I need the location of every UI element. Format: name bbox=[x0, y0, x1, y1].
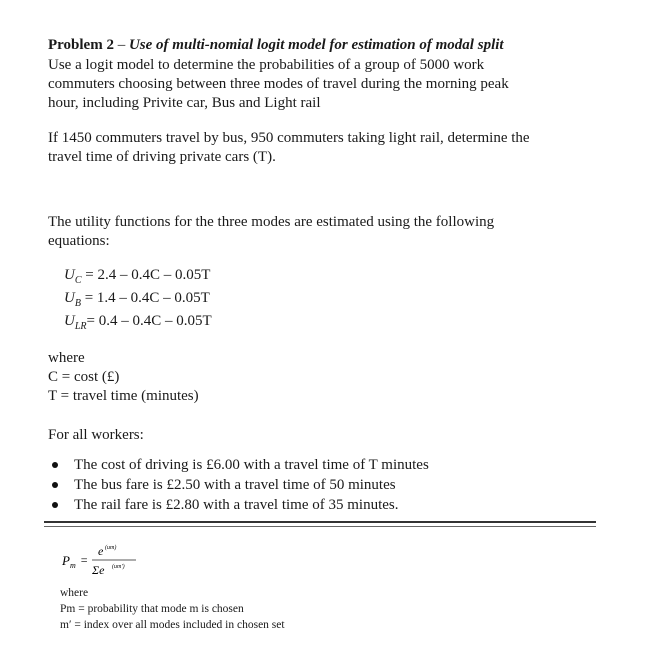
logit-formula bbox=[60, 540, 180, 580]
eq-rhs: = 1.4 – 0.4C – 0.05T bbox=[80, 290, 210, 306]
list-item: The rail fare is £2.80 with a travel time of 35 minutes. bbox=[48, 495, 608, 515]
intro-line: hour, including Privite car, Bus and Light rail bbox=[48, 95, 321, 111]
definitions bbox=[48, 349, 608, 406]
legend-line: m′ = index over all modes included in chosen set bbox=[60, 619, 285, 631]
intro-line: commuters choosing between three modes of travel during the morning peak bbox=[48, 76, 509, 92]
eq-subscript: LR bbox=[74, 321, 87, 332]
divider-thick bbox=[44, 521, 596, 523]
workers-label: For all workers: bbox=[48, 427, 144, 443]
formula-numerator-sup: (um) bbox=[105, 545, 117, 551]
eq-subscript: C bbox=[74, 275, 82, 286]
utility-intro-line: The utility functions for the three modes are estimated using the following bbox=[48, 214, 495, 230]
equation-bus bbox=[64, 289, 210, 313]
intro-line: Use a logit model to determine the probabilities of a group of 5000 work bbox=[48, 57, 485, 73]
problem-title bbox=[48, 36, 608, 55]
problem-subtitle: Use of multi-nomial logit model for estimation of modal split bbox=[128, 37, 504, 53]
list-item: The cost of driving is £6.00 with a travel time of T minutes bbox=[48, 455, 608, 475]
equation-light-rail bbox=[64, 312, 212, 336]
eq-symbol: U bbox=[64, 290, 75, 306]
question-paragraph bbox=[48, 129, 608, 167]
eq-rhs: = 0.4 – 0.4C – 0.05T bbox=[86, 313, 212, 329]
equation-car bbox=[64, 266, 210, 290]
eq-symbol: U bbox=[64, 313, 75, 329]
utility-intro-line: equations: bbox=[48, 233, 110, 249]
svg-text:=: = bbox=[80, 553, 89, 567]
workers-bullet-list bbox=[48, 455, 608, 515]
divider-thin bbox=[44, 526, 596, 527]
list-item: The bus fare is £2.50 with a travel time of 50 minutes bbox=[48, 475, 608, 495]
formula-lhs: P bbox=[62, 553, 70, 568]
question-line: If 1450 commuters travel by bus, 950 commuters taking light rail, determine the bbox=[48, 130, 530, 146]
formula-numerator: e bbox=[98, 544, 104, 558]
eq-rhs: = 2.4 – 0.4C – 0.05T bbox=[81, 267, 211, 283]
eq-subscript: B bbox=[74, 298, 81, 309]
formula-lhs-sub: m bbox=[70, 561, 76, 570]
intro-paragraph bbox=[48, 56, 608, 113]
question-line: travel time of driving private cars (T). bbox=[48, 149, 276, 165]
where-label: where bbox=[48, 350, 85, 366]
eq-symbol: U bbox=[64, 267, 75, 283]
formula-denominator-sup: (um′) bbox=[112, 564, 125, 570]
formula-denominator: Σe bbox=[92, 563, 105, 577]
legend-line: Pm = probability that mode m is chosen bbox=[60, 603, 244, 615]
problem-number: Problem 2 bbox=[48, 37, 114, 53]
title-dash: – bbox=[117, 37, 126, 53]
utility-intro bbox=[48, 213, 608, 251]
definition-line: C = cost (£) bbox=[48, 369, 120, 385]
definition-line: T = travel time (minutes) bbox=[48, 388, 199, 404]
legend-where: where bbox=[60, 587, 89, 599]
